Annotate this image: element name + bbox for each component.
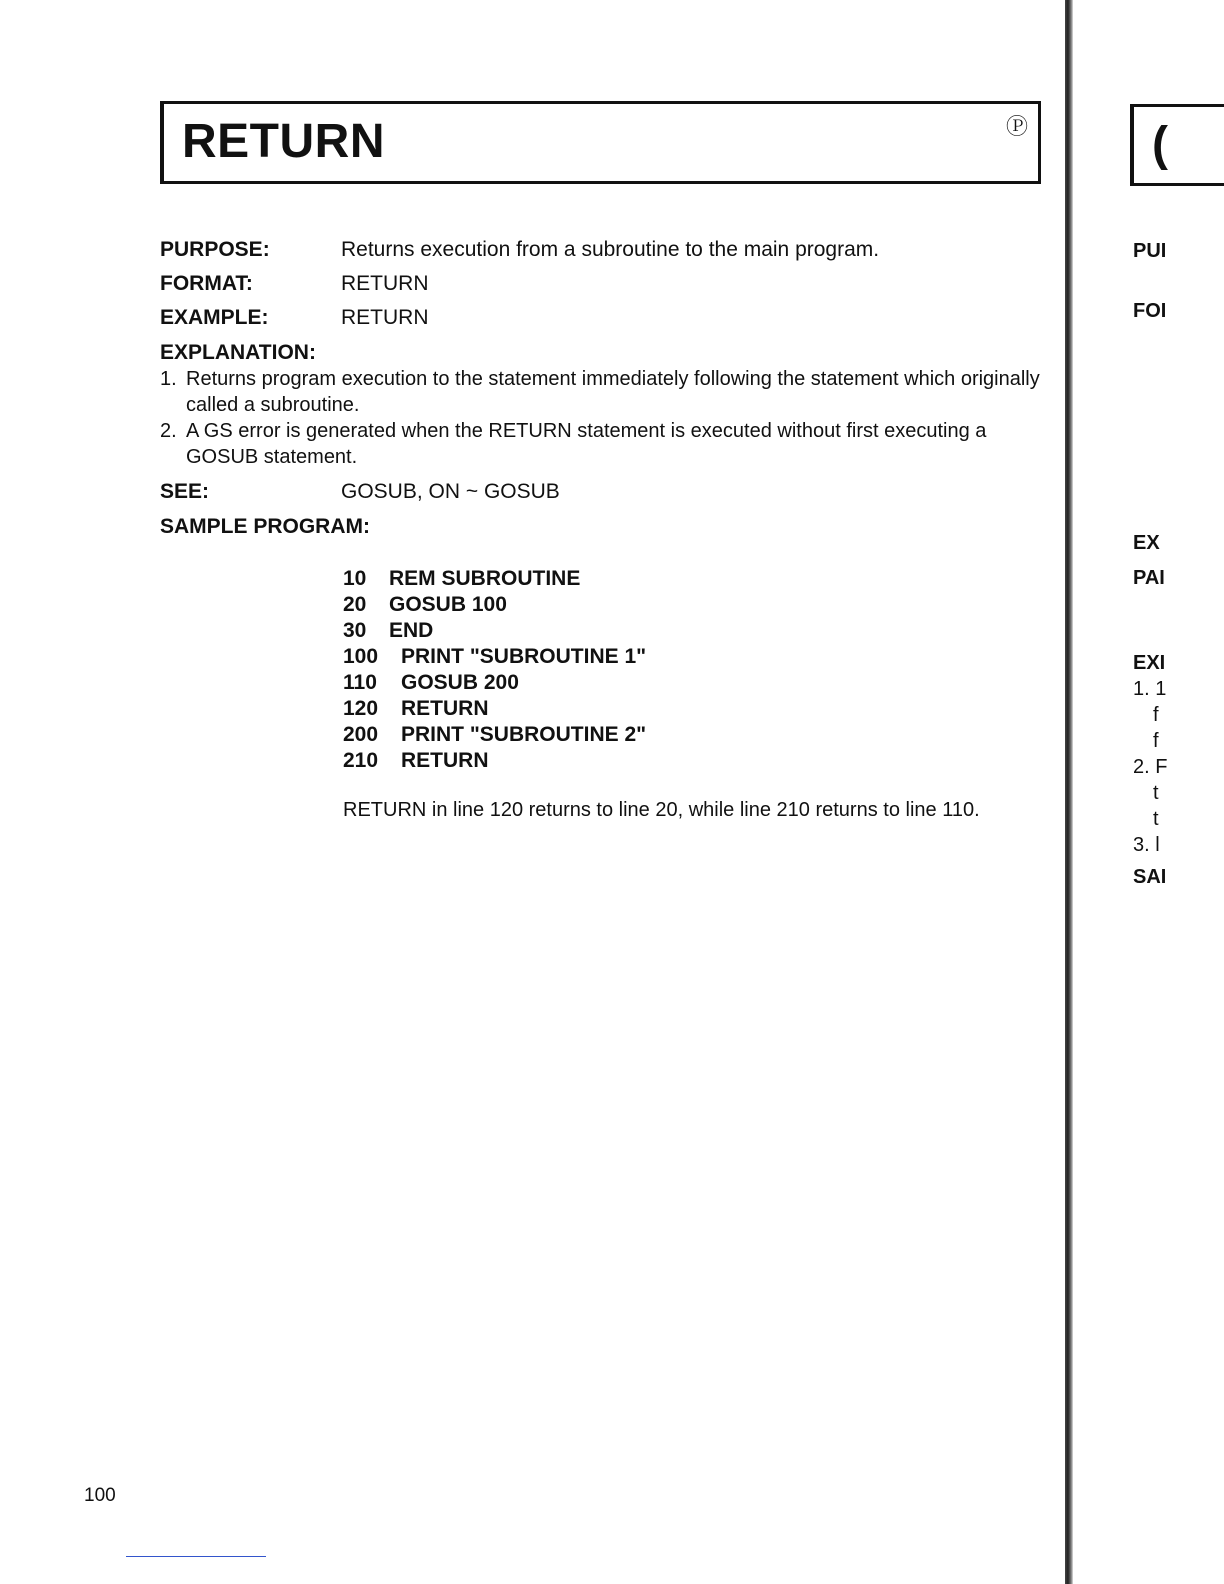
code-line [343,722,646,748]
sample-program-label: SAMPLE PROGRAM: [160,515,370,538]
adjacent-fragment: SAI [1133,866,1167,888]
format-label: FORMAT: [160,272,253,295]
explanation-item-number: 2. [160,420,177,442]
adjacent-fragment: 2. F [1133,756,1168,778]
code-statement: PRINT "SUBROUTINE 1" [401,645,647,668]
code-statement: GOSUB 200 [401,671,519,694]
adjacent-fragment: 3. l [1133,834,1160,856]
example-value: RETURN [341,306,429,329]
code-line [343,670,646,696]
explanation-item-number: 1. [160,368,177,390]
book-spine [1065,0,1073,1584]
format-value: RETURN [341,272,429,295]
explanation-label: EXPLANATION: [160,341,316,364]
adjacent-fragment: f [1153,704,1159,726]
code-statement: REM SUBROUTINE [389,567,581,590]
see-label: SEE: [160,480,210,503]
line-number: 120 [343,697,379,720]
program-mode-mark: Ⓟ [1005,114,1028,139]
line-number: 210 [343,749,379,772]
code-line [343,748,646,774]
scan-mark [126,1556,266,1557]
adjacent-fragment: 1. 1 [1133,678,1167,700]
line-number: 200 [343,723,379,746]
explanation-item-text: A GS error is generated when the RETURN statement is executed without first executing a GOSUB statement. [186,420,987,468]
line-number: 30 [343,619,367,642]
adjacent-fragment: t [1153,782,1159,804]
code-line [343,592,646,618]
adjacent-fragment: f [1153,730,1159,752]
code-statement: GOSUB 100 [389,593,507,616]
adjacent-fragment: t [1153,808,1159,830]
code-statement: RETURN [401,749,489,772]
adjacent-fragment: EXI [1133,652,1166,674]
purpose-label: PURPOSE: [160,238,270,261]
code-statement: END [389,619,434,642]
adjacent-fragment: PUI [1133,240,1167,262]
adjacent-fragment: EX [1133,532,1160,554]
title-box [160,101,1041,184]
adjacent-title-box [1130,104,1224,186]
code-line [343,696,646,722]
page-number: 100 [84,1485,116,1506]
see-value: GOSUB, ON ~ GOSUB [341,480,560,503]
adjacent-title-fragment: ( [1152,118,1168,171]
code-line [343,618,646,644]
sample-note: RETURN in line 120 returns to line 20, while line 210 returns to line 110. [343,799,980,821]
code-statement: RETURN [401,697,489,720]
code-statement: PRINT "SUBROUTINE 2" [401,723,647,746]
line-number: 10 [343,567,367,590]
line-number: 110 [343,671,377,694]
explanation-item [160,366,1050,418]
code-line [343,566,646,592]
explanation-item [160,418,1050,470]
code-line [343,644,646,670]
adjacent-page [1073,0,1224,1584]
page-title: RETURN [182,115,385,168]
explanation-item-text: Returns program execution to the statement immediately following the statement which originally called a subroutine. [186,368,1040,416]
sample-program-code [343,566,646,774]
example-label: EXAMPLE: [160,306,269,329]
line-number: 100 [343,645,379,668]
adjacent-fragment: FOI [1133,300,1167,322]
line-number: 20 [343,593,367,616]
adjacent-fragment: PAI [1133,567,1165,589]
purpose-value: Returns execution from a subroutine to the main program. [341,238,880,261]
